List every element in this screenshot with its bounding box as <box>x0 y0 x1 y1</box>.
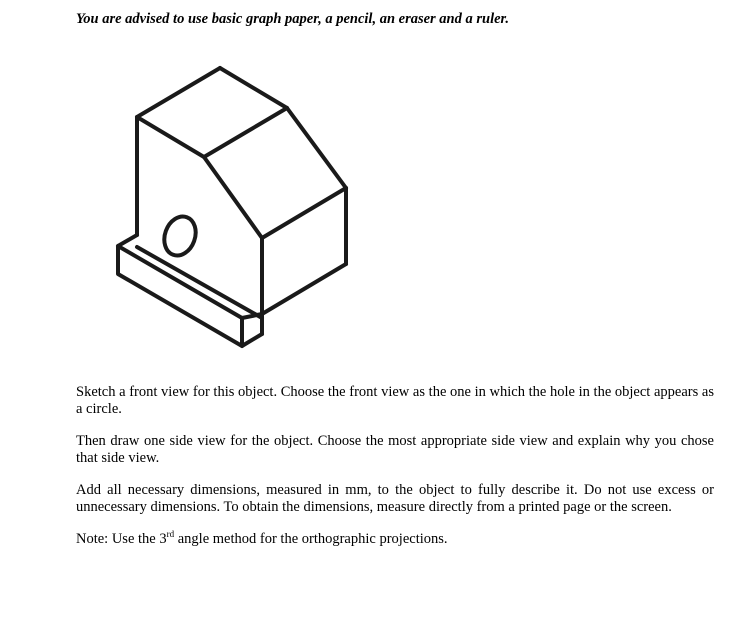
paragraph-note <box>76 531 714 548</box>
note-prefix: Note: Use the 3 <box>76 531 167 547</box>
intro-instruction: You are advised to use basic graph paper, a pencil, an eraser and a ruler. <box>76 11 510 27</box>
note-suffix: angle method for the orthographic projections. <box>174 531 448 547</box>
note-superscript: rd <box>166 529 175 540</box>
paragraph-front-view: Sketch a front view for this object. Choose the front view as the one in which the hole in the object appears as a circle. <box>76 384 714 417</box>
question-body <box>76 384 714 564</box>
paragraph-dimensions: Add all necessary dimensions, measured in mm, to the object to fully describe it. Do not use excess or unnecessary dimensions. To obtain the dimensions, measure directly from a printed page or the screen. <box>76 482 714 515</box>
isometric-block-with-hole-icon <box>112 64 352 352</box>
paragraph-side-view: Then draw one side view for the object. Choose the most appropriate side view and explain why you chose that side view. <box>76 433 714 466</box>
